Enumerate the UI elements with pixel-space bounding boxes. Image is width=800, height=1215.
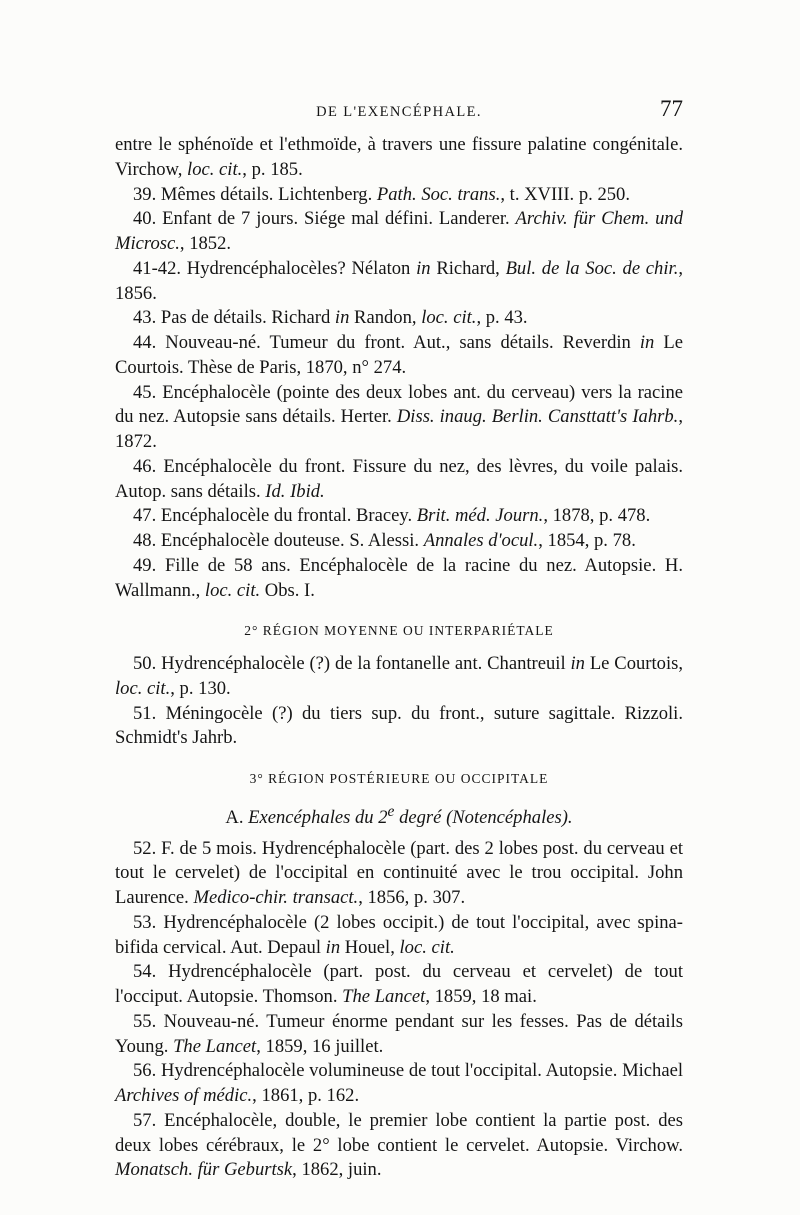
case-entry: [115, 837, 683, 911]
text-segment: Obs. I.: [260, 579, 315, 601]
case-entry: [115, 257, 683, 307]
italic-reference: loc. cit.: [421, 307, 477, 329]
subsection-heading: [115, 800, 683, 831]
text-segment: 54. Hydrencéphalocèle (part. post. du cerveau et cervelet) de tout l'occiput. Autopsie. Thomson.: [115, 961, 683, 1008]
italic-reference: in: [334, 307, 350, 329]
text-segment: 51. Méningocèle (?) du tiers sup. du front., suture sagittale. Rizzoli. Schmidt's Jahrb.: [115, 702, 683, 749]
text-segment: Richard,: [430, 257, 506, 279]
italic-reference: Monatsch. für Geburtsk: [115, 1159, 293, 1181]
text-segment: Houel,: [340, 936, 400, 958]
italic-reference: Bul. de la Soc. de chir.: [505, 257, 679, 279]
text-segment: Le Courtois. Thèse de Paris, 1870, n° 274.: [115, 332, 683, 378]
text-segment: 49. Fille de 58 ans. Encéphalocèle de la racine du nez. Autopsie. H. Wallmann.,: [115, 554, 683, 601]
case-entry: [115, 652, 683, 702]
section-heading: [115, 619, 683, 644]
case-entry: [115, 455, 683, 505]
italic-reference: The Lancet: [342, 986, 426, 1008]
text-segment: 45. Encéphalocèle (pointe des deux lobes ant. du cerveau) vers la racine du nez. Autopsie sans détails. Herter.: [115, 381, 683, 428]
text-segment: 53. Hydrencéphalocèle (2 lobes occipit.) de tout l'occipital, avec spina-bifida cervical. Aut. Depaul: [115, 911, 683, 958]
italic-reference: in: [325, 936, 341, 958]
italic-reference: Diss. inaug. Berlin. Cansttatt's Iahrb.: [396, 406, 679, 428]
text-segment: 56. Hydrencéphalocèle volumineuse de tout l'occipital. Autopsie. Michael: [133, 1060, 683, 1082]
text-segment: , p. 185.: [242, 158, 303, 180]
case-entry: [115, 529, 683, 554]
case-entry: [115, 207, 683, 257]
page-body: [115, 133, 683, 1183]
text-segment: Le Courtois,: [584, 653, 683, 674]
superscript: e: [387, 802, 395, 820]
italic-reference: loc. cit.: [399, 936, 455, 958]
text-segment: 46. Encéphalocèle du front. Fissure du nez, des lèvres, du voile palais. Autop. sans détails.: [115, 455, 683, 502]
italic-reference: in: [570, 653, 585, 674]
text-segment: , 1861, p. 162.: [252, 1085, 360, 1107]
text-segment: , 1856, p. 307.: [358, 887, 466, 909]
text-segment: , 1859, 16 juillet.: [256, 1035, 384, 1057]
case-entry: [115, 183, 683, 208]
case-entry: [115, 911, 683, 961]
text-segment: A.: [225, 806, 249, 828]
italic-reference: The Lancet: [173, 1035, 257, 1057]
text-segment: , 1859, 18 mai.: [425, 986, 537, 1008]
italic-reference: loc. cit.: [204, 579, 261, 601]
text-segment: 40. Enfant de 7 jours. Siége mal défini. Landerer.: [133, 208, 516, 230]
italic-reference: in: [416, 257, 431, 279]
case-entry: [115, 960, 683, 1010]
case-entry: [115, 381, 683, 455]
text-segment: 39. Mêmes détails. Lichtenberg.: [133, 183, 377, 205]
case-entry: [115, 702, 683, 752]
text-segment: 48. Encéphalocèle douteuse. S. Alessi.: [133, 530, 424, 551]
text-segment: , p. 43.: [476, 307, 528, 329]
case-entry: [115, 554, 683, 604]
text-segment: entre le sphénoïde et l'ethmoïde, à travers une fissure palatine congénitale. Virchow,: [115, 134, 683, 180]
italic-reference: Path. Soc. trans.: [376, 183, 501, 205]
text-segment: Randon,: [349, 307, 422, 329]
italic-reference: loc. cit.: [187, 158, 243, 180]
text-segment: , t. XVIII. p. 250.: [500, 183, 630, 205]
text-segment: 41-42. Hydrencéphalocèles? Nélaton: [133, 257, 417, 279]
case-entry: [115, 1010, 683, 1060]
case-entry: [115, 331, 683, 381]
italic-reference: degré (Notencéphales).: [394, 806, 573, 828]
italic-reference: Medico-chir. transact.: [193, 887, 359, 909]
italic-reference: Brit. méd. Journ.: [416, 505, 544, 527]
italic-reference: Archives of médic.: [115, 1085, 253, 1107]
text-segment: , 1872.: [115, 406, 683, 452]
italic-reference: loc. cit.: [115, 677, 171, 699]
text-segment: 43. Pas de détails. Richard: [133, 307, 335, 329]
section-heading: [115, 767, 683, 792]
italic-reference: Exencéphales du 2: [248, 806, 388, 828]
text-segment: 57. Encéphalocèle, double, le premier lobe contient la partie post. des deux lobes cérébraux, le 2° lobe contient le cervelet. Autopsie. Virchow.: [115, 1109, 683, 1156]
text-segment: , 1856.: [115, 257, 684, 304]
text-segment: 2° RÉGION MOYENNE OU INTERPARIÉTALE: [244, 623, 554, 639]
page-number: 77: [660, 96, 683, 121]
italic-reference: in: [639, 332, 655, 353]
running-head: DE L'EXENCÉPHALE.: [316, 104, 482, 120]
text-segment: 50. Hydrencéphalocèle (?) de la fontanelle ant. Chantreuil: [133, 653, 571, 674]
text-segment: 44. Nouveau-né. Tumeur du front. Aut., sans détails. Reverdin: [133, 332, 640, 353]
text-segment: , p. 130.: [170, 677, 231, 699]
text-segment: , 1852.: [179, 233, 232, 254]
text-segment: 47. Encéphalocèle du frontal. Bracey.: [133, 505, 417, 527]
text-segment: 55. Nouveau-né. Tumeur énorme pendant sur les fesses. Pas de détails Young.: [115, 1010, 683, 1057]
page-header: [115, 96, 683, 130]
case-entry: [115, 1059, 683, 1109]
text-segment: , 1878, p. 478.: [543, 505, 651, 527]
case-entry: [115, 306, 683, 331]
continued-text: [115, 133, 683, 183]
text-segment: , 1862, juin.: [292, 1159, 382, 1181]
case-entry: [115, 504, 683, 529]
italic-reference: Archiv. für Chem. und Microsc.: [115, 208, 684, 254]
text-segment: 52. F. de 5 mois. Hydrencéphalocèle (part. des 2 lobes post. du cerveau et tout le cervelet) de l'occipital en continuité avec le trou occipital. John Laurence.: [115, 837, 683, 909]
text-segment: 3° RÉGION POSTÉRIEURE OU OCCIPITALE: [249, 771, 549, 786]
text-segment: , 1854, p. 78.: [538, 530, 636, 551]
italic-reference: Id. Ibid.: [265, 480, 325, 502]
italic-reference: Annales d'ocul.: [423, 530, 539, 551]
case-entry: [115, 1109, 683, 1183]
